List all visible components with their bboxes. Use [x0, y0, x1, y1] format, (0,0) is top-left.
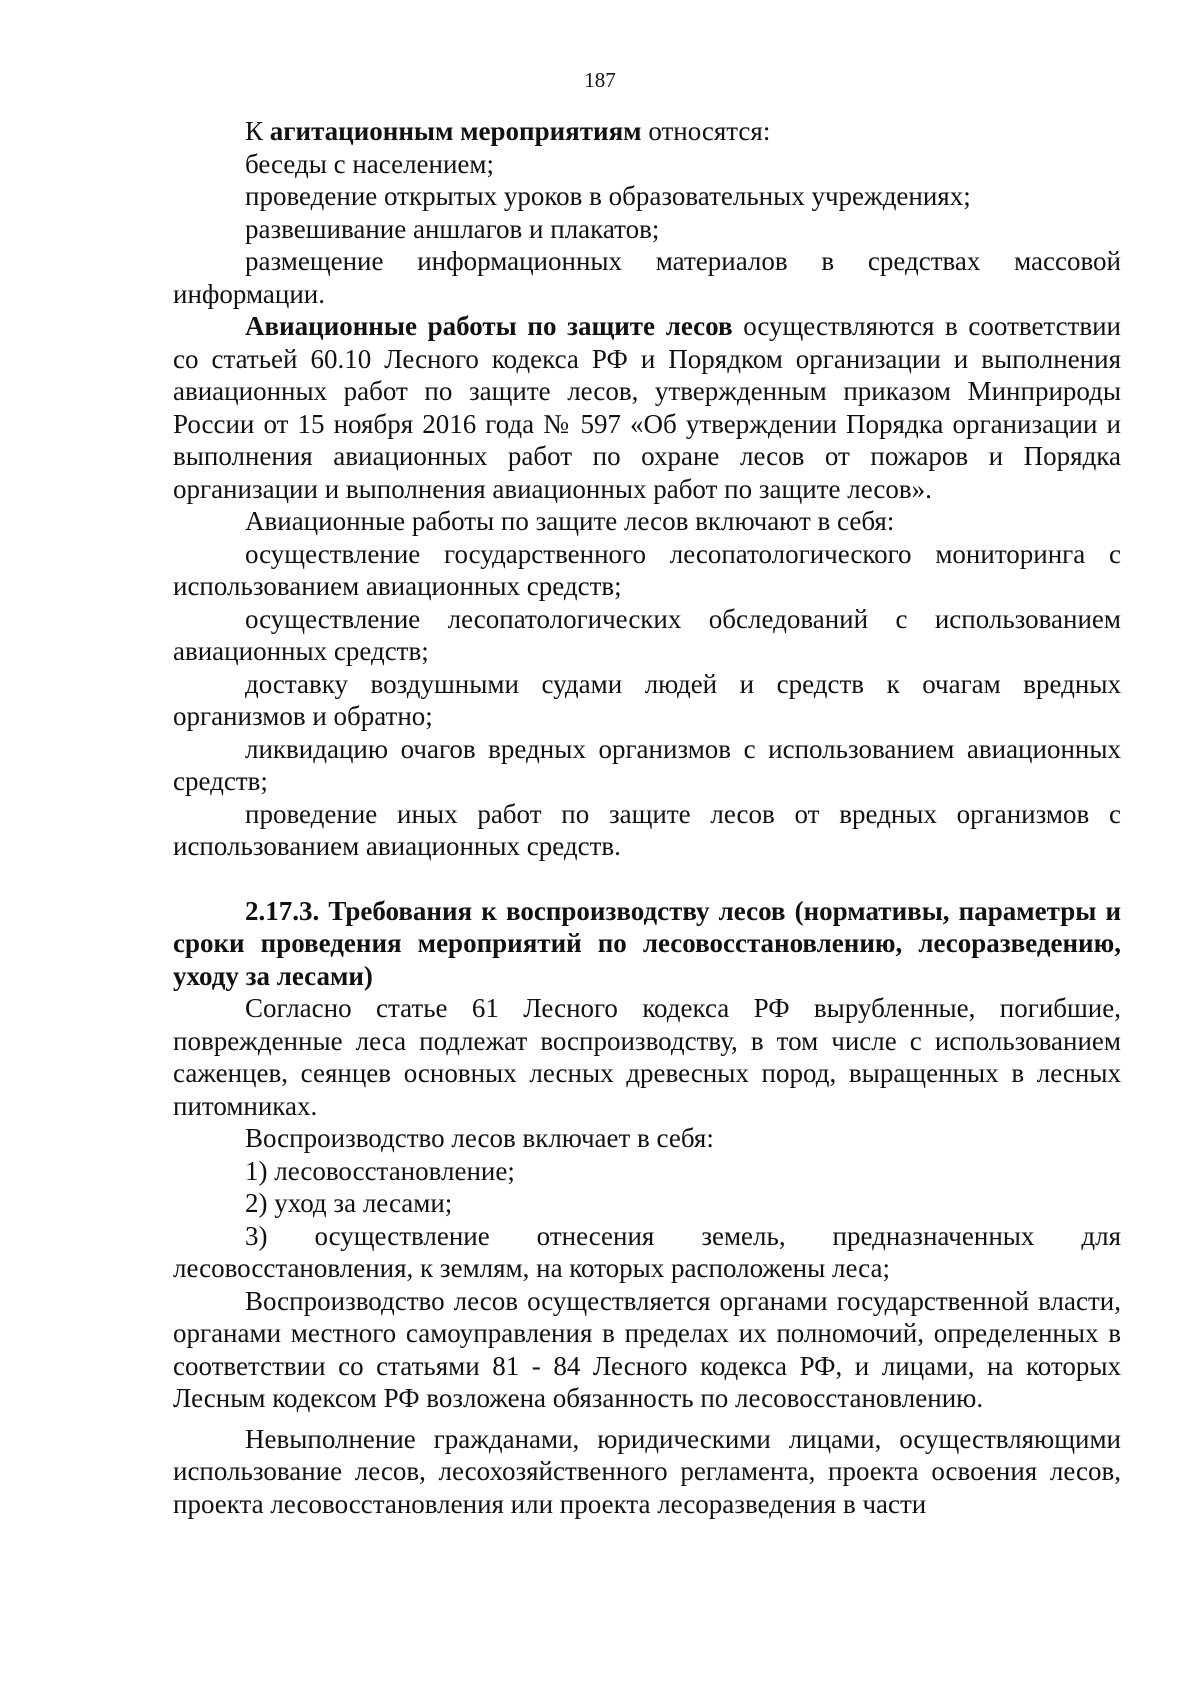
list-item: доставку воздушными судами людей и средств к очагам вредных организмов и обратно; — [173, 668, 1121, 731]
bold-term: Авиационные работы по защите лесов — [245, 311, 733, 341]
document-body — [173, 115, 1121, 1520]
list-item: проведение иных работ по защите лесов от вредных организмов с использованием авиационных средств. — [173, 798, 1121, 861]
section-heading — [173, 895, 1121, 993]
list-item: беседы с населением; — [245, 148, 494, 179]
paragraph-aviation — [173, 310, 1121, 505]
list-item: 3) осуществление отнесения земель, предназначенных для лесовосстановления, к землям, на которых расположены леса; — [173, 1220, 1121, 1283]
heading-text: 2.17.3. Требования к воспроизводству лесов (нормативы, параметры и сроки проведения мероприятий по лесовосстановлению, лесоразведению, уходу за лесами) — [173, 895, 1121, 991]
paragraph: Невыполнение гражданами, юридическими лицами, осуществляющими использование лесов, лесохозяйственного регламента, проекта освоения лесов, проекта лесовосстановления или проекта лесоразведения в части — [173, 1423, 1121, 1519]
page-number: 187 — [584, 68, 616, 92]
text: осуществляются в соответствии со статьей 60.10 Лесного кодекса РФ и Порядком организации и выполнения авиационных работ по защите лесов, утвержденным приказом Минприроды России от 15 ноября 2016 года № 597 «Об утверждении Порядка организации и выполнения авиационных работ по охране лесов от пожаров и Порядка организации и выполнения авиационных работ по защите лесов». — [173, 311, 1121, 504]
paragraph: Согласно статье 61 Лесного кодекса РФ вырубленные, погибшие, поврежденные леса подлежат воспроизводству, в том числе с использованием саженцев, сеянцев основных лесных древесных пород, выращенных в лесных питомниках. — [173, 993, 1121, 1121]
list-item: проведение открытых уроков в образовательных учреждениях; — [245, 181, 971, 211]
spacer — [173, 863, 1121, 895]
list-item: осуществление лесопатологических обследований с использованием авиационных средств; — [173, 603, 1121, 666]
paragraph: Авиационные работы по защите лесов включают в себя: — [245, 506, 895, 536]
paragraph-agitation-intro — [173, 115, 1121, 148]
spacer — [173, 1415, 1121, 1423]
text: К — [245, 116, 270, 146]
list-item: осуществление государственного лесопатологического мониторинга с использованием авиационных средств; — [173, 538, 1121, 601]
text: относятся: — [641, 116, 771, 146]
bold-term: агитационным мероприятиям — [269, 116, 642, 146]
list-item: 2) уход за лесами; — [245, 1188, 453, 1218]
list-item: развешивание аншлагов и плакатов; — [245, 213, 660, 244]
list-item: размещение информационных материалов в средствах массовой информации. — [173, 246, 1121, 309]
list-item: 1) лесовосстановление; — [245, 1155, 515, 1186]
paragraph: Воспроизводство лесов включает в себя: — [245, 1123, 714, 1153]
paragraph: Воспроизводство лесов осуществляется органами государственной власти, органами местного самоуправления в пределах их полномочий, определенных в соответствии со статьями 81 - 84 Лесного кодекса РФ, и лицами, на которых Лесным кодексом РФ возложена обязанность по лесовосстановлению. — [173, 1285, 1121, 1413]
list-item: ликвидацию очагов вредных организмов с использованием авиационных средств; — [173, 733, 1121, 796]
